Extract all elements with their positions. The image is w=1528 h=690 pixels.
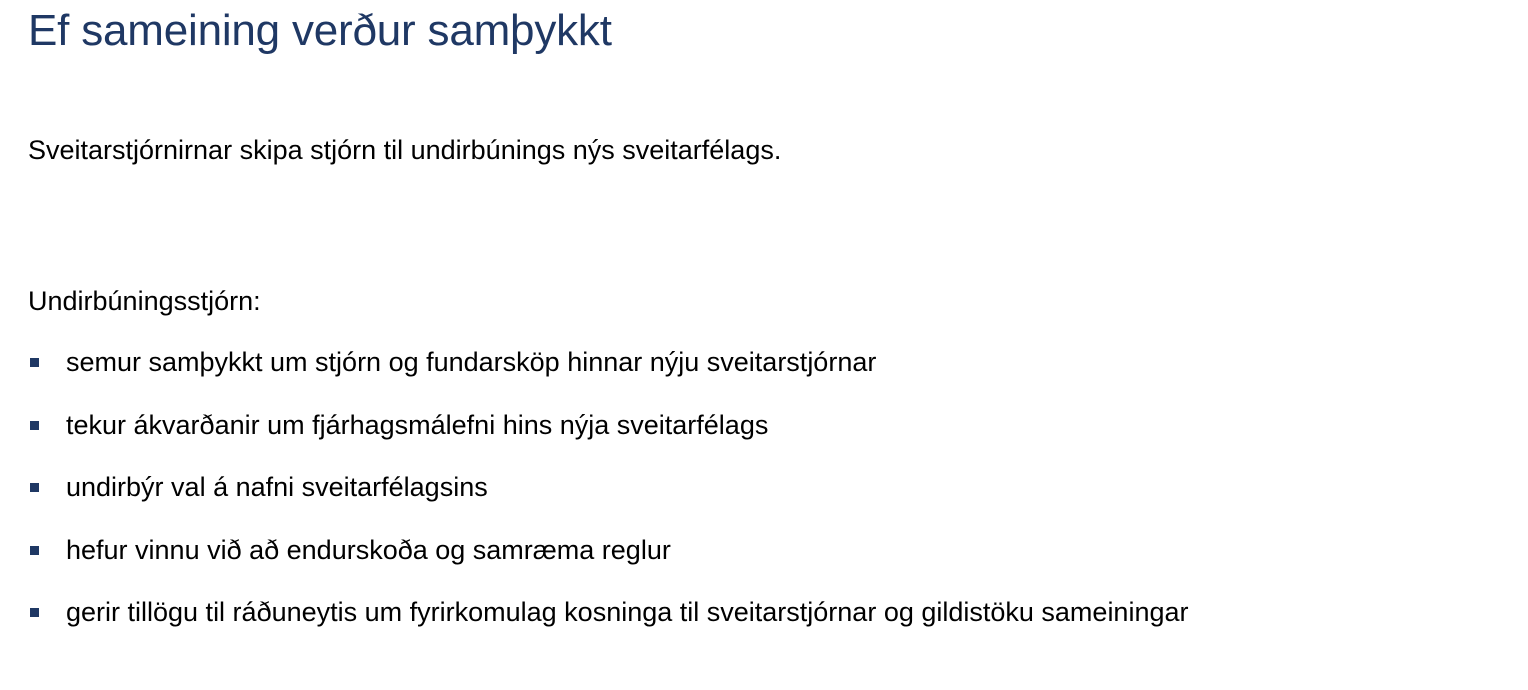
list-item (28, 470, 1189, 533)
list-item (28, 345, 1189, 408)
list-heading: Undirbúningsstjórn: (28, 286, 261, 316)
square-bullet-icon (30, 546, 39, 555)
square-bullet-icon (30, 608, 39, 617)
list-item (28, 595, 1189, 658)
slide-title: Ef sameining verður samþykkt (28, 6, 612, 55)
list-item-text: tekur ákvarðanir um fjárhagsmálefni hins nýja sveitarfélags (66, 409, 769, 440)
bullet-list (28, 345, 1189, 658)
list-item (28, 408, 1189, 471)
list-item (28, 533, 1189, 596)
intro-paragraph: Sveitarstjórnirnar skipa stjórn til undirbúnings nýs sveitarfélags. (28, 135, 782, 165)
list-item-text: undirbýr val á nafni sveitarfélagsins (66, 472, 488, 502)
square-bullet-icon (30, 358, 39, 367)
list-item-text: gerir tillögu til ráðuneytis um fyrirkomulag kosninga til sveitarstjórnar og gildistöku sameiningar (66, 597, 1189, 627)
square-bullet-icon (30, 421, 39, 430)
list-item-text: semur samþykkt um stjórn og fundarsköp hinnar nýju sveitarstjórnar (66, 347, 877, 377)
list-item-text: hefur vinnu við að endurskoða og samræma reglur (66, 534, 671, 565)
square-bullet-icon (30, 483, 39, 492)
